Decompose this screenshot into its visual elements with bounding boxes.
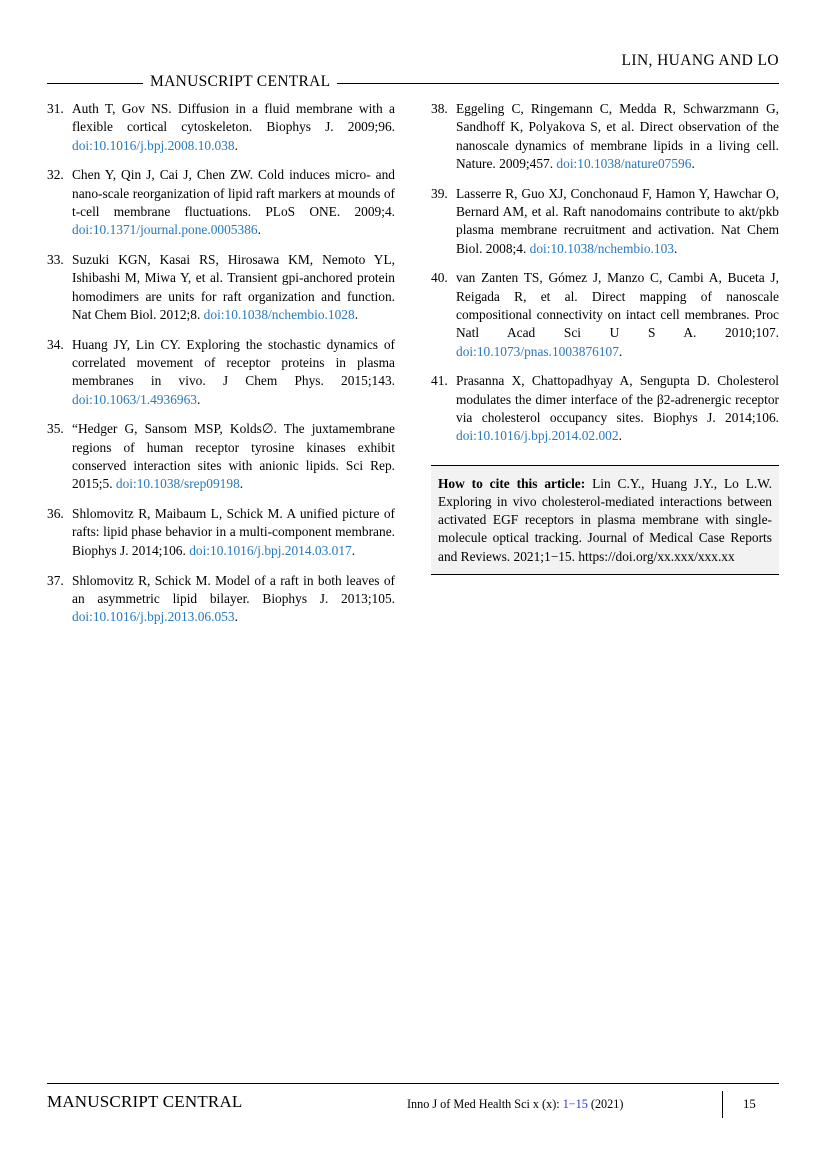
doi-link[interactable]: doi:10.1038/nature07596 [556, 155, 692, 171]
reference-item [47, 166, 395, 239]
doi-link[interactable]: doi:10.1038/nchembio.1028 [203, 306, 355, 322]
reference-text [72, 251, 395, 324]
reference-text [72, 336, 395, 409]
reference-citation-text: van Zanten TS, Gómez J, Manzo C, Cambi A, Buceta J, Reigada R, et al. Direct mapping of nanoscale compositional connectivity on intact cell membranes. Proc Natl Acad Sci U S A. 2010;107. [456, 270, 779, 341]
reference-text [456, 185, 779, 258]
footer-page-range-link[interactable]: 1−15 [562, 1097, 588, 1111]
doi-link[interactable]: doi:10.1038/nchembio.103 [529, 240, 674, 256]
page-header [47, 52, 779, 98]
footer-brand-label: MANUSCRIPT CENTRAL [47, 1092, 243, 1111]
reference-item [431, 185, 779, 258]
reference-number: 32. [47, 167, 64, 183]
reference-item [47, 505, 395, 560]
reference-trailing-text: . [691, 155, 695, 171]
reference-number: 33. [47, 252, 64, 268]
reference-number: 39. [431, 185, 448, 201]
footer-journal-citation [407, 1097, 623, 1112]
how-to-cite-box [431, 465, 779, 575]
reference-text [72, 100, 395, 155]
reference-text [72, 572, 395, 627]
reference-trailing-text: . [618, 343, 623, 359]
reference-item [431, 372, 779, 445]
doi-link[interactable]: doi:10.1073/pnas.1003876107 [456, 343, 619, 359]
reference-item [47, 336, 395, 409]
reference-text [456, 372, 779, 445]
reference-number: 31. [47, 101, 64, 116]
reference-citation-text: Auth T, Gov NS. Diffusion in a fluid membrane with a flexible cortical cytoskeleton. Biophys J. 2009;96. [72, 101, 395, 135]
reference-number: 38. [431, 101, 448, 116]
reference-number: 34. [47, 336, 64, 352]
reference-number: 36. [47, 506, 64, 522]
reference-number: 40. [431, 270, 448, 286]
footer-journal-prefix: Inno J of Med Health Sci x (x): [407, 1097, 563, 1111]
reference-trailing-text: . [673, 240, 678, 256]
reference-citation-text: Chen Y, Qin J, Cai J, Chen ZW. Cold induces micro- and nano-scale reorganization of lipid raft markers at mounds of t-cell membrane fluctuations. PLoS ONE. 2009;4. [72, 167, 395, 219]
reference-text [72, 505, 395, 560]
right-column [431, 100, 779, 638]
reference-trailing-text: . [239, 476, 244, 492]
doi-link[interactable]: doi:10.1016/j.bpj.2014.03.017 [189, 542, 352, 558]
reference-citation-text: Suzuki KGN, Kasai RS, Hirosawa KM, Nemoto YL, Ishibashi M, Miwa Y, et al. Transient gpi-anchored protein homodimers are units for raft organization and function. Nat Chem Biol. 2012;8. [72, 252, 395, 322]
doi-link[interactable]: doi:10.1063/1.4936963 [72, 391, 197, 407]
reference-citation-text: Lasserre R, Guo XJ, Conchonaud F, Hamon Y, Hawchar O, Bernard AM, et al. Raft nanodomains contribute to akt/pkb plasma membrane recruitment and activation. Nat Chem Biol. 2008;4. [456, 185, 779, 256]
header-brand-label: MANUSCRIPT CENTRAL [143, 73, 337, 91]
reference-text [456, 100, 779, 173]
reference-number: 37. [47, 572, 64, 588]
reference-number: 41. [431, 373, 448, 389]
doi-link[interactable]: doi:10.1016/j.bpj.2013.06.053 [72, 609, 235, 625]
doi-link[interactable]: doi:10.1371/journal.pone.0005386 [72, 222, 258, 238]
doi-link[interactable]: doi:10.1016/j.bpj.2014.02.002 [456, 428, 619, 444]
reference-citation-text: Shlomovitz R, Schick M. Model of a raft in both leaves of an asymmetric lipid bilayer. Biophys J. 2013;105. [72, 572, 395, 606]
reference-citation-text: Huang JY, Lin CY. Exploring the stochastic dynamics of correlated movement of receptor proteins in plasma membranes in vivo. J Chem Phys. 2015;143. [72, 336, 395, 389]
doi-link[interactable]: doi:10.1016/j.bpj.2008.10.038 [72, 137, 235, 153]
how-to-cite-text: Lin C.Y., Huang J.Y., Lo L.W. Exploring in vivo cholesterol-mediated interactions between activated EGF receptors in plasma membrane with single-molecule optical tracking. Journal of Medical Case Reports and Reviews. 2021;1−15. https://doi.org/xx.xxx/xxx.xx [438, 475, 772, 564]
reference-trailing-text: . [351, 542, 356, 558]
reference-columns [47, 100, 779, 638]
reference-trailing-text: . [354, 306, 359, 322]
reference-text [72, 420, 395, 493]
footer-content [47, 1091, 779, 1121]
reference-trailing-text: . [234, 609, 238, 625]
page-number: 15 [743, 1097, 756, 1111]
reference-trailing-text: . [196, 391, 201, 407]
doi-link[interactable]: doi:10.1038/srep09198 [115, 476, 240, 492]
reference-item [431, 269, 779, 360]
reference-text [456, 269, 779, 360]
footer-journal-year: (2021) [587, 1097, 624, 1111]
reference-trailing-text: . [234, 137, 238, 153]
reference-citation-text: Shlomovitz R, Maibaum L, Schick M. A unified picture of rafts: lipid phase behavior in a multi-component membrane. Biophys J. 2014;106. [72, 506, 395, 558]
running-head-title: LIN, HUANG AND LO [621, 52, 779, 69]
left-column [47, 100, 395, 638]
reference-item [431, 100, 779, 173]
footer-divider [47, 1083, 779, 1084]
how-to-cite-label: How to cite this article: [438, 475, 586, 491]
reference-item [47, 420, 395, 493]
reference-citation-text: Eggeling C, Ringemann C, Medda R, Schwarzmann G, Sandhoff K, Polyakova S, et al. Direct observation of the nanoscale dynamics of membrane lipids in a living cell. Nature. 2009;457. [456, 101, 779, 171]
reference-item [47, 251, 395, 324]
reference-number: 35. [47, 421, 64, 437]
reference-item [47, 100, 395, 155]
reference-citation-text: Prasanna X, Chattopadhyay A, Sengupta D. Cholesterol modulates the dimer interface of the β2-adrenergic receptor via cholesterol occupancy sites. Biophys J. 2014;106. [456, 373, 779, 425]
footer-vertical-rule [722, 1091, 723, 1118]
reference-trailing-text: . [257, 222, 261, 238]
reference-item [47, 572, 395, 627]
reference-text [72, 166, 395, 239]
reference-citation-text: “Hedger G, Sansom MSP, Kolds∅. The juxtamembrane regions of human receptor tyrosine kinases exhibit conserved interaction sites with anionic lipids. Sci Rep. 2015;5. [72, 421, 395, 492]
reference-trailing-text: . [618, 428, 622, 444]
